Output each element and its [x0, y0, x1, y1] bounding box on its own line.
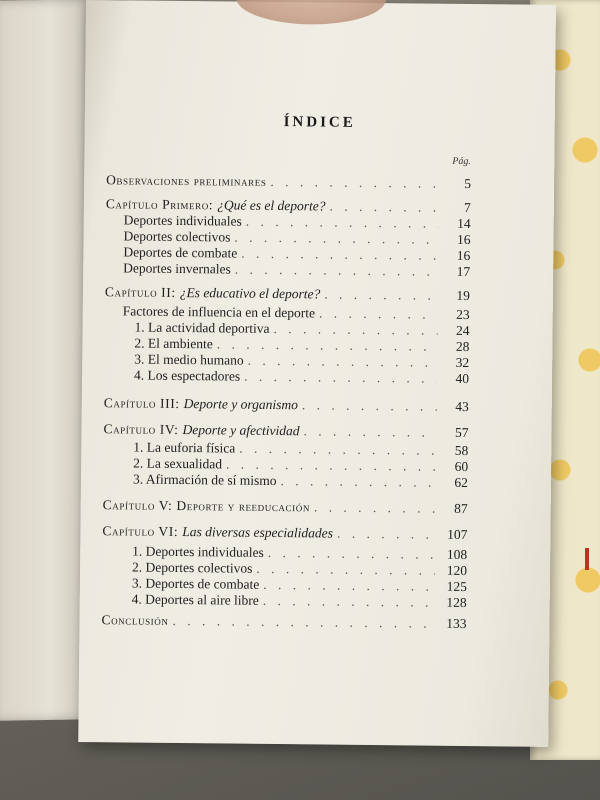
toc-page-number: 28 [455, 338, 470, 355]
book-page [78, 0, 556, 747]
toc-page-number: 58 [454, 442, 469, 459]
toc-entry-label [102, 523, 333, 541]
toc-page-number: 133 [446, 615, 467, 632]
toc-entry-label: 1. La euforia física [133, 439, 236, 456]
thumb [236, 0, 387, 25]
chapter-number: Capítulo VI: [102, 523, 183, 540]
toc-page-number: 62 [454, 474, 469, 491]
toc-entry-label [105, 284, 321, 302]
toc-entry-label [103, 497, 310, 515]
index-heading: ÍNDICE [283, 114, 356, 131]
toc-page-number: 16 [456, 231, 471, 248]
toc-entry-label: 4. Los espectadores [133, 367, 241, 384]
chapter-title: Las diversas especialidades [182, 524, 334, 541]
toc-page-number: 125 [446, 578, 467, 595]
leader-dots [235, 262, 439, 280]
leader-dots [270, 174, 439, 192]
toc-page-number: 24 [455, 322, 470, 339]
leader-dots [263, 593, 435, 611]
toc-page-number: 87 [454, 500, 468, 517]
page-column-header: Pág. [452, 155, 471, 168]
chapter-title: Deporte y afectividad [182, 422, 300, 439]
toc-entry-label: 2. La sexualidad [133, 455, 223, 472]
left-page-edge [0, 0, 92, 721]
toc-entry-label: 3. El medio humano [134, 351, 244, 368]
chapter-title: ¿Es educativo el deporte? [179, 284, 321, 302]
toc-entry [102, 523, 467, 543]
toc-page-number: 16 [456, 247, 471, 264]
chapter-number: Capítulo V: [102, 497, 177, 513]
chapter-number: Capítulo IV: [103, 421, 183, 438]
leader-dots [280, 473, 436, 491]
toc-page-number: 7 [464, 199, 471, 216]
toc-entry [103, 497, 468, 517]
toc-entry-label: Deportes invernales [123, 260, 231, 277]
toc-entry-label: 2. Deportes colectivos [131, 559, 253, 576]
leader-dots [256, 561, 435, 579]
toc-entry-label: 4. Deportes al aire libre [131, 591, 259, 608]
toc-page-number: 107 [447, 526, 468, 543]
toc-page-number: 17 [456, 263, 471, 280]
toc-entry-label: 3. Deportes de combate [131, 575, 260, 592]
leader-dots [337, 526, 436, 543]
toc-entry-label: Deportes de combate [123, 244, 238, 261]
toc-entry-label: Observaciones preliminares [106, 172, 267, 189]
toc-page-number: 23 [456, 306, 470, 323]
leader-dots [319, 305, 438, 322]
toc-entry-label: 2. El ambiente [134, 335, 213, 352]
leader-dots [172, 613, 434, 632]
chapter-number: Capítulo III: [103, 395, 184, 412]
leader-dots [244, 369, 437, 387]
toc-page-number: 60 [454, 458, 469, 475]
toc-entry-label: Factores de influencia en el deporte [122, 303, 316, 321]
toc-entry-label: Conclusión [101, 612, 169, 628]
leader-dots [303, 423, 436, 440]
toc-entry [123, 260, 470, 280]
toc-entry-label: Deportes colectivos [123, 228, 231, 245]
chapter-title: Deporte y organismo [183, 396, 298, 413]
toc-page-number: 120 [446, 562, 468, 579]
toc-entry-label: 1. Deportes individuales [132, 543, 264, 560]
chapter-number: Capítulo II: [104, 284, 180, 300]
toc-entry-label [103, 421, 299, 439]
toc-entry [104, 395, 469, 415]
chapter-title: ¿Qué es el deporte? [217, 197, 326, 214]
toc-entry [103, 421, 468, 441]
leader-dots [329, 199, 439, 216]
toc-entry [106, 172, 471, 192]
leader-dots [268, 545, 436, 563]
red-ribbon-mark [585, 548, 589, 570]
chapter-number: Capítulo Primero: [105, 196, 218, 213]
leader-dots [263, 577, 435, 595]
leader-dots [248, 353, 438, 371]
chapter-title: Deporte y reeducación [176, 497, 311, 515]
toc-page-number: 19 [456, 287, 471, 304]
leader-dots [324, 287, 438, 304]
leader-dots [302, 397, 437, 414]
toc-page-number: 108 [446, 546, 468, 563]
toc-entry [132, 592, 467, 612]
toc-page-number: 5 [464, 175, 472, 192]
toc-entry-label: 1. La actividad deportiva [134, 319, 270, 336]
toc-entry-label: 3. Afirmación de sí mismo [132, 471, 277, 489]
toc-page-number: 40 [455, 370, 470, 387]
toc-entry [105, 284, 470, 304]
toc-page-number: 43 [455, 398, 469, 415]
toc-entry [101, 612, 466, 632]
toc-entry [133, 472, 468, 492]
toc-page-number: 32 [455, 354, 470, 371]
leader-dots [273, 321, 437, 339]
toc-entry-label [104, 395, 298, 413]
leader-dots [314, 499, 436, 516]
toc-page-number: 14 [457, 215, 471, 232]
toc-entry [134, 368, 469, 388]
toc-entry-label: Deportes individuales [123, 212, 242, 229]
toc-page-number: 128 [446, 594, 467, 611]
toc-page-number: 57 [454, 424, 469, 441]
